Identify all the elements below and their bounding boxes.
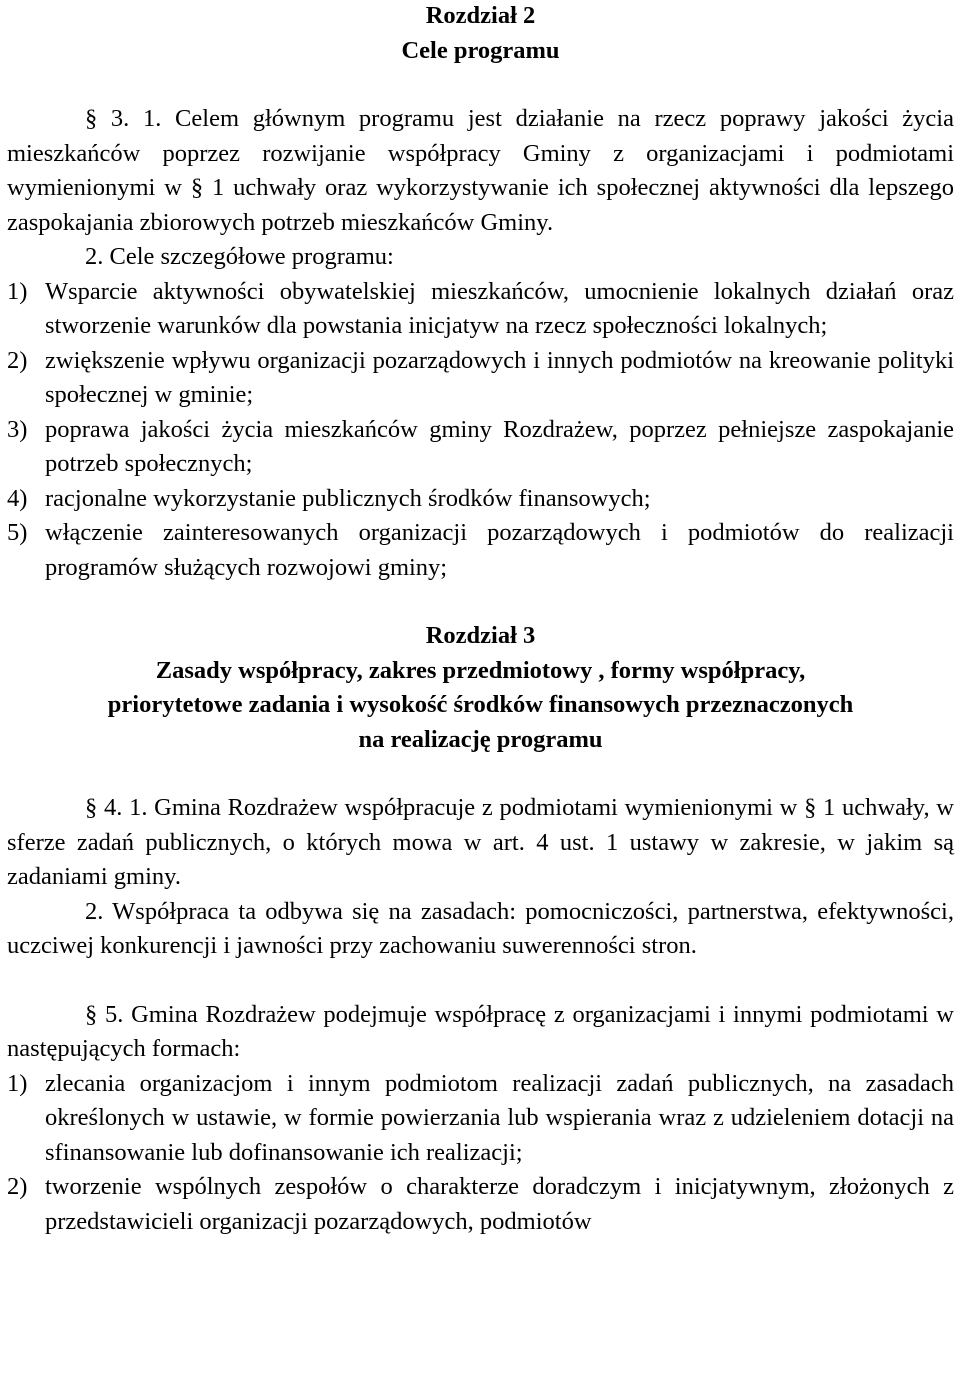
list-item-number: 4) <box>7 484 28 512</box>
section-4-paragraph-2: 2. Współpraca ta odbywa się na zasadach: pomocniczości, partnerstwa, efektywności, uczciwej konkurencji i jawności przy zachowaniu suwerenności stron. <box>7 897 954 959</box>
section-5-forms-list <box>7 1067 954 1240</box>
list-item <box>7 275 954 344</box>
list-item-text: włączenie zainteresowanych organizacji pozarządowych i podmiotów do realizacji programów służących rozwojowi gminy; <box>45 519 954 581</box>
list-item-number: 2) <box>7 1173 28 1200</box>
chapter-2-heading <box>7 0 954 68</box>
list-item-number: 5) <box>7 519 28 546</box>
chapter-3-title-line-1: Zasady współpracy, zakres przedmiotowy , formy współpracy, <box>155 656 806 684</box>
list-item-number: 2) <box>7 346 28 374</box>
list-item <box>7 482 954 517</box>
chapter-3-title-line-3: na realizację programu <box>358 725 603 753</box>
list-item-text: tworzenie wspólnych zespołów o charakterze doradczym i inicjatywnym, złożonych z przedstawicieli organizacji pozarządowych, podmiotów <box>45 1173 954 1235</box>
list-item-text: Wsparcie aktywności obywatelskiej mieszkańców, umocnienie lokalnych działań oraz stworzenie warunków dla powstania inicjatyw na rzecz społeczności lokalnych; <box>45 277 954 339</box>
list-item <box>7 1067 954 1171</box>
list-item-text: racjonalne wykorzystanie publicznych środków finansowych; <box>45 484 651 512</box>
list-item <box>7 413 954 482</box>
chapter-3-title-line-2: priorytetowe zadania i wysokość środków finansowych przeznaczonych <box>107 691 854 718</box>
section-4-paragraph-1: § 4. 1. Gmina Rozdrażew współpracuje z podmiotami wymienionymi w § 1 uchwały, w sferze zadań publicznych, o których mowa w art. 4 ust. 1 ustawy w zakresie, w jakim są zadaniami gminy. <box>7 794 954 890</box>
list-item-text: zlecania organizacjom i innym podmiotom realizacji zadań publicznych, na zasadach określonych w ustawie, w formie powierzania lub wspierania wraz z udzieleniem dotacji na sfinansowanie lub dofinansowanie ich realizacji; <box>45 1069 954 1166</box>
chapter-2-number: Rozdział 2 <box>425 2 536 29</box>
section-3-goals-list <box>7 275 954 586</box>
list-item <box>7 516 954 585</box>
list-item-text: zwiększenie wpływu organizacji pozarządowych i innych podmiotów na kreowanie polityki społecznej w gminie; <box>45 346 954 408</box>
chapter-3-heading <box>7 619 954 757</box>
section-3-paragraph-1: § 3. 1. Celem głównym programu jest działanie na rzecz poprawy jakości życia mieszkańców poprzez rozwijanie współpracy Gminy z organizacjami i podmiotami wymienionymi w § 1 uchwały oraz wykorzystywanie ich społecznej aktywności dla lepszego zaspokajania zbiorowych potrzeb mieszkańców Gminy. <box>7 105 954 236</box>
list-item-text: poprawa jakości życia mieszkańców gminy Rozdrażew, poprzez pełniejsze zaspokajanie potrzeb społecznych; <box>45 415 954 477</box>
list-item <box>7 1170 954 1239</box>
list-item-number: 1) <box>7 1069 28 1097</box>
list-item <box>7 344 954 413</box>
section-5-paragraph-1: § 5. Gmina Rozdrażew podejmuje współpracę z organizacjami i innymi podmiotami w następujących formach: <box>7 1000 954 1062</box>
list-item-number: 1) <box>7 277 28 305</box>
chapter-3-number: Rozdział 3 <box>425 622 536 649</box>
list-item-number: 3) <box>7 415 28 443</box>
section-3-paragraph-2: 2. Cele szczegółowe programu: <box>85 243 394 270</box>
chapter-2-title: Cele programu <box>401 36 560 64</box>
